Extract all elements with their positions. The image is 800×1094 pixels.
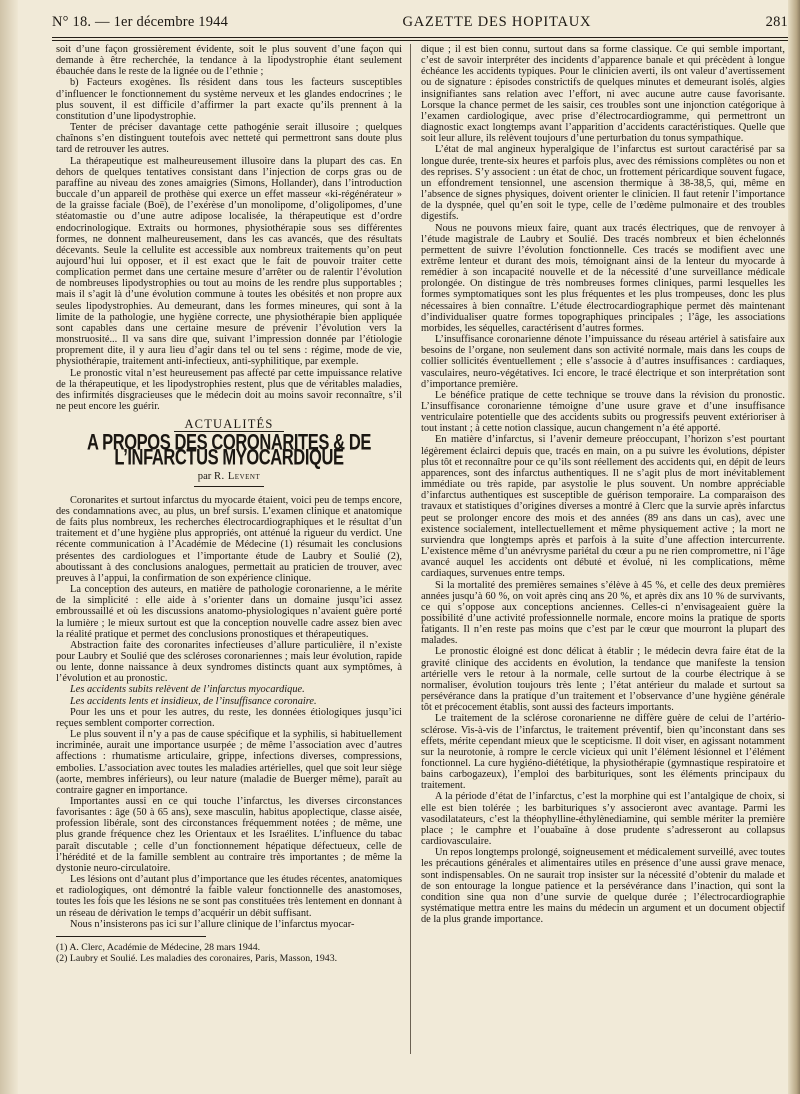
paragraph: Tenter de préciser davantage cette pathogénie serait illusoire ; quelques chaînons s’en distinguent toutefois avec netteté qui permettront sans doute plus tard de retrouver les autres. — [56, 122, 402, 156]
paragraph: Nous n’insisterons pas ici sur l’allure clinique de l’infarctus myocar- — [70, 918, 355, 930]
header-rule-bottom — [52, 40, 788, 41]
left-column — [56, 44, 402, 964]
right-column — [421, 44, 785, 925]
paragraph: L’insuffisance coronarienne dénote l’impuissance du réseau artériel à satisfaire aux besoins de l’organe, non seulement dans son activité normale, mais dans les coups de collier sollicités éventuellement ; elle s’associe à d’autres insuffisances : cardiaques, vasculaires, neuro-végétatives. Ici encore, le tracé électrique et son interprétation sont d’importance première. — [421, 334, 785, 390]
column-divider — [410, 44, 411, 1054]
journal-title: GAZETTE DES HOPITAUX — [402, 14, 592, 30]
paragraph: En matière d’infarctus, si l’avenir demeure préoccupant, l’horizon s’est pourtant légèrement éclairci depuis que, tracés en main, on a pu suivre les évolutions, dépister plus tôt et reconnaître pour ce qu’ils sont réellement des accidents qui, en dépit de leurs apparences, sont des infarctus authentiques. Il ne s’agit plus de mort inévitablement immédiate ou très rapide, par asystolie le plus souvent. Un nombre appréciable d’infarctus authentiques est susceptible de guérison temporaire. La comparaison des travaux et statistiques d’origines diverses a montré à Clerc que la survie après infarctus peut se prolonger encore des mois et des années (89 ans dans un cas), avec une existence socialement, intellectuellement et même physiquement active ; la mort ne surviendra que longtemps après et parfois à la suite d’une affection intercurrente. L’existence même d’un anévrysme pariétal du cœur a pu ne rien compromettre, ni l’âge avancé auquel les accidents ont débuté et évolué, ni les complications, même cardiaques, survenues entre temps. — [421, 434, 785, 580]
paragraph: Le bénéfice pratique de cette technique se trouve dans la révision du pronostic. L’insuffisance coronarienne témoigne d’une usure grave et d’une insuffisance ventriculaire potentielle que des accidents subits ou progressifs peuvent extérioriser à tout instant ; à cette notion classique, aucun changement n’a été apporté. — [421, 389, 785, 435]
paragraph: Abstraction faite des coronarites infectieuses d’allure particulière, il n’existe pour Laubry et Soulié que des scléroses coronariennes ; mais leur évolution, rapide ou lente, donne naissance à deux syndromes distincts quant aux symptômes, à l’évolution et au pronostic. — [56, 639, 402, 685]
byline: par R. Levent — [197, 470, 261, 482]
paragraph: Pour les uns et pour les autres, du reste, les données étiologiques jusqu’ici reçues semblent comporter correction. — [56, 706, 402, 729]
issue-date: N° 18. — 1er décembre 1944 — [52, 14, 229, 30]
section-label: ACTUALITÉS — [56, 419, 402, 432]
paragraph: Nous ne pouvons mieux faire, quant aux tracés électriques, que de renvoyer à l’étude magistrale de Laubry et Soulié. Des tracés nombreux et bien échelonnés permettent de suivre l’évolution fonctionnelle. Ces tracés se modifient avec une extrême lenteur et durant des mois, témoignant ainsi de la lenteur du myocarde à remédier à son incapacité nouvelle et de la nécessité d’une surveillance médicale prolongée. On distingue de très nombreuses formes cliniques, parmi lesquelles les formes symptomatiques sont les plus fréquentes et les plus trompeuses, donc les plus nécessaires à bien connaître. L’étude électrocardiographique permet dès maintenant d’individualiser quatre formes topographiques principales ; l’âge, les associations morbides, les séquelles, caractérisent d’autres formes. — [421, 222, 785, 334]
paragraph: soit d’une façon grossièrement évidente, soit le plus souvent d’une façon qui demande à être recherchée, la tendance à la lipodystrophie étant seulement ébauchée dans le reste de la lignée ou de l’ethnie ; — [56, 44, 402, 78]
paragraph: Les accidents subits relèvent de l’infarctus myocardique. — [70, 684, 305, 696]
paragraph: Importantes aussi en ce qui touche l’infarctus, les diverses circonstances favorisantes : âge (50 à 65 ans), sexe masculin, habitus apoplectique, classe aisée, profession libérale, sont des circonstances fréquemment notées ; de même, une plus grande fréquence chez les Orientaux et les Israélites. L’influence du tabac paraît discutable ; celle d’un fonctionnement hépatique défectueux, celle de l’hérédité et de la famille semblent au contraire très importantes ; de même la dystonie neuro-circulatoire. — [56, 796, 402, 874]
paragraph: Le traitement de la sclérose coronarienne ne diffère guère de celui de l’artério-sclérose. Vis-à-vis de l’infarctus, le traitement préventif, bien qu’inconstant dans ses effets, mérite cependant mieux que le scepticisme. Il doit viser, en agissant notamment sur la neurotonie, à rompre le cercle vicieux qui unit l’élément lésionnel et l’élément fonctionnel. La cure hygiéno-diététique, la physiothérapie (gymnastique respiratoire et bains carbogazeux), l’emploi des barbituriques, sont les éléments principaux du traitement. — [421, 713, 785, 792]
paragraph: Le plus souvent il n’y a pas de cause spécifique et la syphilis, si habituellement incriminée, aurait une importance usurpée ; de même l’association avec d’autres affections : rhumatisme articulaire, grippe, infections diverses, compressions, embolies. L’association avec toutes les maladies artérielles, quel que soit leur siège (aorte, membres inférieurs), ou leur nature (maladie de Buerger même), paraît au contraire gagner en importance. — [56, 729, 402, 796]
paragraph: Les accidents lents et insidieux, de l’insuffisance coronaire. — [70, 695, 317, 707]
footnote: (2) Laubry et Soulié. Les maladies des coronaires, Paris, Masson, 1943. — [56, 952, 338, 964]
footnote-separator — [56, 936, 206, 937]
footnotes — [56, 942, 402, 964]
page-gutter-shadow — [0, 0, 18, 1094]
paragraph: A la période d’état de l’infarctus, c’est la morphine qui est l’antalgique de choix, si elle est bien tolérée ; les barbituriques s’y associeront avec avantage. Parmi les vasodilatateurs, c’est la théophylline-éthylènediamine, qui semble mériter la première place ; le camphre et l’ouabaïne à dose prudente s’adresseront au collapsus cardiovasculaire. — [421, 791, 785, 848]
paragraph: La thérapeutique est malheureusement illusoire dans la plupart des cas. En dehors de quelques tentatives consistant dans l’injection de corps gras ou de paraffine au niveau des zones amaigries (Simons, Hollander), dans l’introduction buccale d’un appareil de prothèse qui exerce un effet masseur «ki-régénérateur » de la graisse faciale (Boë), de l’exérèse d’un monolipome, d’oligolipomes, d’une stéatomastie ou d’une autre adipose localisée, la thérapeutique est d’ordre endocrinologique. Extraits ou hormones, physiothérapie sous ses différentes formes, ne donnent malheureusement, dans les cas avancés, que des résultats décevants. Seule la cellulite est accessible aux nombreux traitements qu’on peut aujourd’hui lui opposer, et il est exact que le fait de pouvoir traiter cette complication permet dans une certaine mesure d’arrêter ou de ralentir l’évolution de nombreuses lipodystrophies ou tout au moins de les rendre plus supportables ; mais il s’agit là d’une évolution commune à toutes les obésités et non propre aux seules lipodystrophies. Au demeurant, dans les formes mineures, qui sont à la limite de la pathologie, une hygiène correcte, une physiothérapie bien appliquée sont capables dans une certaine mesure de prévenir l’évolution vers la monstruosité... Il va sans dire que, suivant l’impression donnée par l’étiologie proprement dite, il y aura lieu d’agir dans tel ou tel sens : régime, mode de vie, physiothérapie, traitement anti-infectieux, anti-syphilitique, par exemple. — [56, 155, 402, 368]
paragraph: Si la mortalité des premières semaines s’élève à 45 %, et celle des deux premières années jusqu’à 60 %, on voit après cinq ans 20 %, et après dix ans 10 % de survivants, ce qui s’oppose aux conceptions anciennes. Celles-ci n’envisageaient guère la possibilité d’une activité professionnelle normale, encore moins la pratique de sports fatigants. Il n’en reste pas moins que c’est par le cœur que mourront la plupart des malades. — [421, 579, 785, 647]
byline-rule — [194, 486, 264, 487]
paragraph: Un repos longtemps prolongé, soigneusement et médicalement surveillé, avec toutes les précautions générales et alimentaires utiles en présence d’une aussi grave menace, sont indispensables. On ne saurait trop insister sur la nécessité d’obtenir du malade et de son entourage la longue patience et la persévérance dans l’inaction, qui sont la condition sine qua non d’une survie de quelque durée ; l’électrocardiographie systématique mettra entre les mains du médecin un argument et un document objectif de la plus grande importance. — [421, 847, 785, 926]
paragraph: L’état de mal angineux hyperalgique de l’infarctus est surtout caractérisé par sa longue durée, trente-six heures et parfois plus, avec des rémissions complètes ou non et des reprises. S’y associent : un état de choc, un frottement péricardique souvent fugace, un effondrement tensionnel, une ascension thermique à 38-38,5, qui, même en l’absence de signes physiques, doivent orienter le clinicien. Il faut retenir l’importance de la dyspnée, quel qu’en soit le type, celle de l’œdème pulmonaire et des troubles digestifs. — [421, 144, 785, 223]
paragraph: Le pronostic vital n’est heureusement pas affecté par cette impuissance relative de la thérapeutique, et les lipodystrophies restent, plus que de véritables maladies, des infirmités disgracieuses que le médecin doit au moins savoir reconnaître, s’il ne peut encore les guérir. — [56, 367, 402, 412]
header-rule-top — [52, 37, 788, 38]
footnote: (1) A. Clerc, Académie de Médecine, 28 mars 1944. — [56, 941, 261, 953]
page-header — [52, 14, 788, 36]
page-number: 281 — [765, 14, 788, 30]
paragraph: dique ; il est bien connu, surtout dans sa forme classique. Ce qui semble important, c’est de savoir interpréter des incidents d’apparence banale et qui précèdent à longue échéance les accidents typiques. Pour le clinicien averti, ils ont valeur d’avertissement ou de signature : épisodes constrictifs de quelques minutes et demeurant isolés, algies insignifiantes sans relation avec l’effort, ni avec aucune autre cause favorisante. Lorsque la chance permet de les saisir, ces troubles sont une injonction catégorique à l’examen cardiologique, avec prise d’électrocardiogramme, qui permettront un diagnostic exact longtemps avant l’apparition d’accidents caractéristiques. Quelle que soit leur allure, ils relèvent toujours d’une perturbation du tonus sympathique. — [421, 44, 785, 145]
binding-spine — [788, 0, 800, 1094]
paragraph: La conception des auteurs, en matière de pathologie coronarienne, a le mérite de la simplicité : elle aide à s’orienter dans un domaine jusqu’ici assez embroussaillé et où les discussions anatomo-physiologiques n’avaient guère porté la lumière ; le mieux surtout est que la conception nouvelle cadre assez bien avec la réalité pratique et permet des conclusions pronostiques et thérapeutiques. — [56, 584, 402, 640]
paragraph: Le pronostic éloigné est donc délicat à établir ; le médecin devra faire état de la gravité clinique des accidents en évolution, la tendance que manifeste la tension artérielle vers le retour à la normale, celle surtout de la courbe électrique à se normaliser, évolution toujours très lente ; l’état antérieur du malade et surtout sa persévérance dans la pratique d’un traitement et l’observance d’une hygiène générale tôt et précocement établis, sont aussi des facteurs importants. — [421, 646, 785, 714]
paragraph: b) Facteurs exogènes. Ils résident dans tous les facteurs susceptibles d’influencer le fonctionnement du système nerveux et les glandes endocrines ; le plus souvent, il est difficile d’affirmer la part exacte qu’ils prennent à la constitution d’une lipodystrophie. — [56, 77, 402, 122]
author-name: R. Levent — [213, 470, 261, 482]
article-title: A PROPOS DES CORONARITES & DE L’INFARCTUS MYOCARDIQUE — [87, 431, 371, 471]
paragraph: Coronarites et surtout infarctus du myocarde étaient, voici peu de temps encore, des condamnations avec, au plus, un bref sursis. L’examen clinique et anatomique de faits plus nombreux, les recherches électrocardiographiques et le résultat d’un traitement et d’une hygiène plus appropriés, ont atténué la rigueur du verdict. Une récente communication à l’Académie de Médecine (1) résumait les conclusions présentes des cardiologues et l’importante étude de Laubry et Soulié (2), aboutissant à des conclusions analogues, permettait au praticien de trouver, avec preuves à l’appui, la confirmation de son expérience clinique. — [56, 494, 402, 584]
paragraph: Les lésions ont d’autant plus d’importance que les études récentes, anatomiques et radiologiques, ont démontré la faible valeur fonctionnelle des anastomoses, toutes les fois que les lésions ne se sont pas constituées très lentement en donnant à un réseau de dérivation le temps d’acquérir un débit suffisant. — [56, 874, 402, 919]
